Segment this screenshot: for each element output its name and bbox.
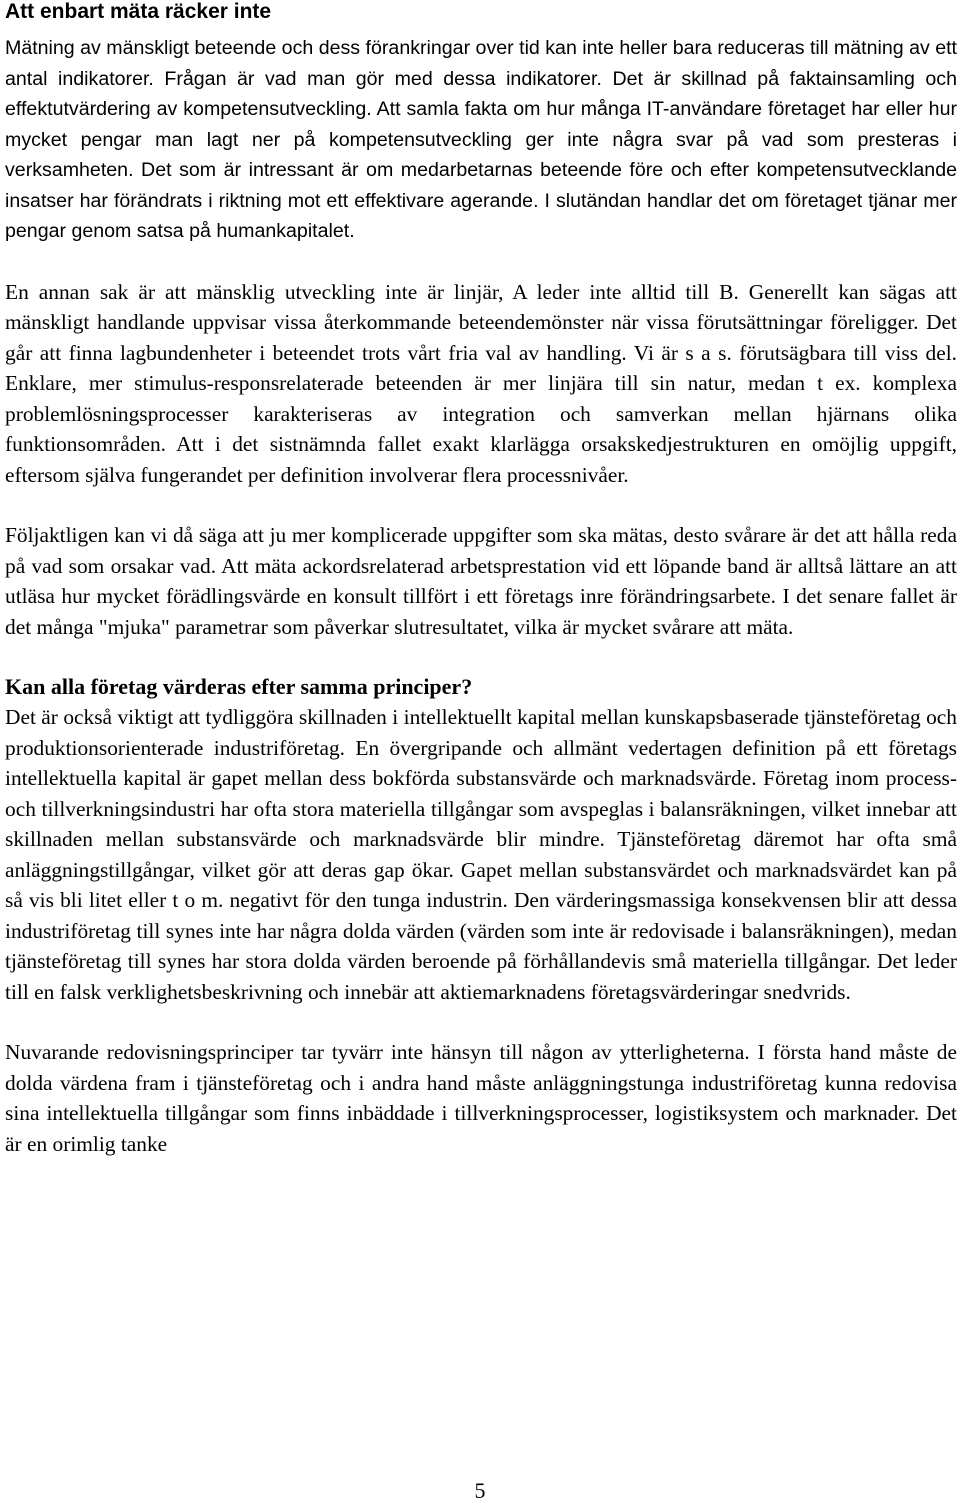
- document-page: [5, 0, 957, 1159]
- paragraph-nonlinear-development: En annan sak är att mänsklig utveckling inte är linjär, A leder inte alltid till B. Generellt kan sägas att mänskligt handlande uppvisar vissa återkommande beteendemönster när vissa förutsättningar föreligger. Det går att finna lagbundenheter i beteendet trots vårt fria val av handling. Vi är s a s. förutsägbara till viss del. Enklare, mer stimulus-responsrelaterade beteenden är mer linjära till sin natur, medan t ex. komplexa problemlösningsprocesser karakteriseras av integration och samverkan mellan hjärnans olika funktionsområden. Att i det sistnämnda fallet exakt klarlägga orsakskedjestrukturen en omöjlig uppgift, eftersom själva fungerandet per definition involverar flera processnivåer.: [5, 279, 957, 487]
- paragraph-accounting-principles: Nuvarande redovisningsprinciper tar tyvärr inte hänsyn till någon av ytterligheterna. I första hand måste de dolda värdena fram i tjänsteföretag och i andra hand måste anläggningstunga industriföretag kunna redovisa sina intellektuella tillgångar som finns inbäddade i tillverkningsprocesser, logistiksystem och marknader. Det är en orimlig tanke: [5, 1040, 957, 1156]
- page-number: 5: [474, 1478, 486, 1503]
- paragraph-complex-tasks: Följaktligen kan vi då säga att ju mer komplicerade uppgifter som ska mätas, desto svårare är det att hålla reda på vad som orsakar vad. Att mäta ackordsrelaterad arbetsprestation vid ett löpande band är alltså lättare an att utläsa hur mycket förädlingsvärde en konsult tillfört i ett företags inre förändringsarbete. I det senare fallet är det många "mjuka" parametrar som påverkar slutresultatet, vilka är mycket svårare att mäta.: [5, 523, 957, 639]
- paragraph-intellectual-capital: Det är också viktigt att tydliggöra skillnaden i intellektuellt kapital mellan kunskapsbaserade tjänsteföretag och produktionsorienterade industriföretag. En övergripande och allmänt vedertagen definition på ett företags intellektuella kapital är gapet mellan dess bokförda substansvärde och marknadsvärde. Företag inom process- och tillverkningsindustri har ofta stora materiella tillgångar som avspeglas i balansräkningen, vilket innebar att skillnaden mellan substansvärde och marknadsvärde blir mindre. Tjänsteföretag däremot har ofta små anläggningstillgångar, vilket gör att deras gap ökar. Gapet mellan substansvärdet och marknadsvärdet kan på så vis bli litet eller t o m. negativt för den tunga industrin. Den värderingsmassiga konsekvensen blir att dessa industriföretag till synes inte har några dolda värden (värden som inte är redovisade i balansräkningen), medan tjänsteföretag till synes har stora dolda värden beroende på förhållandevis små materiella tillgångar. Det leder till en falsk verklighetsbeskrivning och innebär att aktiemarknadens företagsvärderingar snedvrids.: [5, 705, 957, 1004]
- section-heading-measurement: Att enbart mäta räcker inte: [5, 0, 272, 23]
- paragraph-measurement-indicators: Mätning av mänskligt beteende och dess förankringar over tid kan inte heller bara reduceras till mätning av ett antal indikatorer. Frågan är vad man gör med dessa indikatorer. Det är skillnad på faktainsamling och effektutvärdering av kompetensutveckling. Att samla fakta om hur många IT-användare företaget har eller hur mycket pengar man lagt ner på kompetensutveckling ger inte några svar på vad som presteras i verksamheten. Det som är intressant är om medarbetarnas beteende före och efter kompetensutvecklande insatser har förändrats i riktning mot ett effektivare agerande. I slutändan handlar det om företaget tjänar mer pengar genom satsa på humankapitalet.: [5, 37, 957, 242]
- section-heading-valuation: Kan alla företag värderas efter samma principer?: [5, 674, 473, 699]
